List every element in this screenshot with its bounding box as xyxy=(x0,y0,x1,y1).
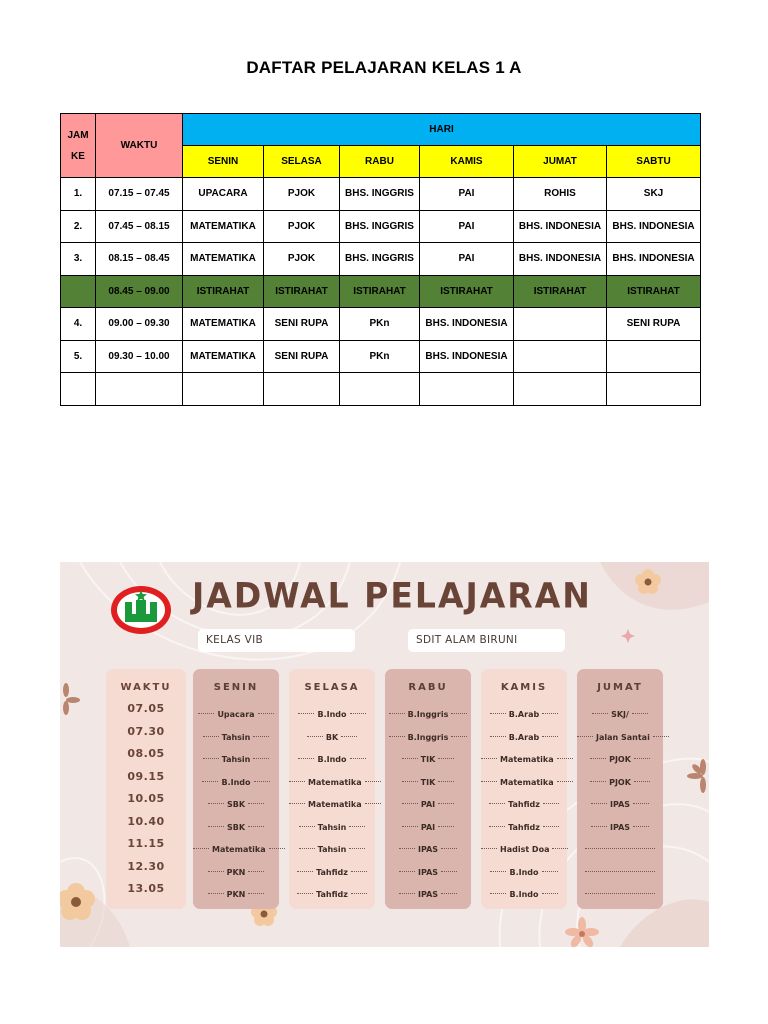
poster-subject xyxy=(577,868,663,877)
dotted-line xyxy=(489,803,505,804)
poster-subject xyxy=(289,868,375,877)
poster-subject-label: Jalan Santai xyxy=(596,732,650,742)
dotted-line xyxy=(481,781,497,782)
table-break-row xyxy=(61,275,701,308)
table-row xyxy=(61,373,701,406)
poster-subject xyxy=(385,823,471,832)
dotted-line xyxy=(481,848,497,849)
dotted-line xyxy=(633,803,649,804)
poster-subject-label: SBK xyxy=(226,822,246,832)
cell-subject: MATEMATIKA xyxy=(183,210,264,243)
cell-waktu: 08.15 – 08.45 xyxy=(96,243,183,276)
poster-day-header: KAMIS xyxy=(500,682,548,693)
table-row xyxy=(61,243,701,276)
dotted-line xyxy=(402,803,418,804)
poster-subject xyxy=(289,755,375,764)
poster-time: 10.05 xyxy=(127,792,165,805)
sparkle-icon xyxy=(621,629,635,643)
dotted-line xyxy=(451,713,467,714)
poster-subject xyxy=(289,890,375,899)
dotted-line xyxy=(389,736,405,737)
poster-day-column xyxy=(481,669,567,909)
cell-jam-ke xyxy=(61,373,96,406)
poster-subject xyxy=(193,710,279,719)
dotted-line xyxy=(591,826,607,827)
poster-subject xyxy=(289,733,375,742)
dotted-line xyxy=(542,893,558,894)
cell-subject: PAI xyxy=(420,178,514,211)
poster-time: 07.05 xyxy=(127,702,165,715)
header-day: SENIN xyxy=(183,146,264,178)
dotted-line xyxy=(198,713,214,714)
poster-subject-label: B.Inggris xyxy=(407,732,449,742)
dotted-line xyxy=(585,871,655,872)
poster-subject xyxy=(577,710,663,719)
poster-day-header: SELASA xyxy=(304,682,360,693)
table-header-row xyxy=(61,114,701,146)
table-row xyxy=(61,340,701,373)
poster-subject xyxy=(289,845,375,854)
dotted-line xyxy=(299,826,315,827)
dotted-line xyxy=(208,893,224,894)
poster-subject xyxy=(577,755,663,764)
dotted-line xyxy=(577,736,593,737)
header-day: KAMIS xyxy=(420,146,514,178)
poster-subject-label: Matematika xyxy=(308,800,362,809)
dotted-line xyxy=(399,893,415,894)
cell-subject: ISTIRAHAT xyxy=(183,275,264,308)
cell-subject: SENI RUPA xyxy=(264,308,340,341)
cell-subject: MATEMATIKA xyxy=(183,308,264,341)
poster-subject xyxy=(385,800,471,809)
dotted-line xyxy=(438,781,454,782)
poster-subject xyxy=(577,823,663,832)
poster-subject-label: IPAS xyxy=(417,890,439,899)
cell-jam-ke: 2. xyxy=(61,210,96,243)
poster-subject-label: Tahfidz xyxy=(508,822,540,832)
school-label: SDIT ALAM BIRUNI xyxy=(408,629,565,652)
cell-jam-ke: 5. xyxy=(61,340,96,373)
poster-subject-label: Matematika xyxy=(500,777,554,787)
header-hari: HARI xyxy=(183,114,701,146)
cell-subject: SKJ xyxy=(607,178,701,211)
header-day: JUMAT xyxy=(514,146,607,178)
dotted-line xyxy=(557,758,573,759)
cell-waktu: 07.45 – 08.15 xyxy=(96,210,183,243)
dotted-line xyxy=(202,781,218,782)
cell-subject xyxy=(514,308,607,341)
flower-icon xyxy=(565,917,599,947)
dotted-line xyxy=(298,713,314,714)
poster-subject-label: PAI xyxy=(420,822,436,832)
poster-subject-label: Tahfidz xyxy=(316,890,348,899)
dotted-line xyxy=(451,736,467,737)
poster-subject xyxy=(481,868,567,877)
cell-subject: PJOK xyxy=(264,178,340,211)
poster-subject xyxy=(385,710,471,719)
cell-subject: PJOK xyxy=(264,210,340,243)
poster-subject-label: SBK xyxy=(226,800,246,809)
cell-subject: BHS. INGGRIS xyxy=(340,178,420,211)
dotted-line xyxy=(365,803,381,804)
poster-subject xyxy=(193,823,279,832)
poster-subject-label: PJOK xyxy=(609,755,631,764)
dotted-line xyxy=(365,781,381,782)
cell-subject xyxy=(420,373,514,406)
poster-time: 09.15 xyxy=(127,769,165,783)
dotted-line xyxy=(542,871,558,872)
dotted-line xyxy=(634,758,650,759)
cell-subject: SENI RUPA xyxy=(264,340,340,373)
dotted-line xyxy=(402,781,418,782)
dotted-line xyxy=(351,893,367,894)
cell-waktu: 08.45 – 09.00 xyxy=(96,275,183,308)
dotted-line xyxy=(299,848,315,849)
poster-subject xyxy=(481,890,567,899)
poster-time: 07.30 xyxy=(127,724,165,738)
cell-subject: BHS. INDONESIA xyxy=(420,308,514,341)
dotted-line xyxy=(438,803,454,804)
dotted-line xyxy=(289,803,305,804)
dotted-line xyxy=(489,826,505,827)
cell-subject xyxy=(264,373,340,406)
dotted-line xyxy=(248,803,264,804)
dotted-line xyxy=(552,848,568,849)
poster-time-column xyxy=(106,669,186,909)
dotted-line xyxy=(248,871,264,872)
poster-day-header: RABU xyxy=(408,682,448,693)
poster-subject-label: Upacara xyxy=(217,710,255,719)
poster-subject-label: PJOK xyxy=(609,777,631,787)
dotted-line xyxy=(543,803,559,804)
dotted-line xyxy=(399,871,415,872)
dotted-line xyxy=(350,713,366,714)
poster-subject xyxy=(385,755,471,764)
cell-jam-ke: 1. xyxy=(61,178,96,211)
poster-subject-label: Tahsin xyxy=(317,822,347,832)
cell-waktu xyxy=(96,373,183,406)
dotted-line xyxy=(542,713,558,714)
poster-subject-label: TIK xyxy=(420,755,436,764)
poster-subject xyxy=(193,845,279,854)
header-ke-label: KE xyxy=(71,150,85,162)
header-day: RABU xyxy=(340,146,420,178)
poster-time: 12.30 xyxy=(127,859,165,873)
poster-subject-label: B.Arab xyxy=(508,732,540,742)
poster-subject-label: B.Indo xyxy=(509,890,539,899)
dotted-line xyxy=(585,893,655,894)
poster-subject xyxy=(577,733,663,742)
dotted-line xyxy=(341,736,357,737)
poster-subject xyxy=(577,890,663,899)
cell-subject: UPACARA xyxy=(183,178,264,211)
cell-subject: PJOK xyxy=(264,243,340,276)
dotted-line xyxy=(351,871,367,872)
cell-subject: ISTIRAHAT xyxy=(420,275,514,308)
poster-subject-label: Matematika xyxy=(308,777,362,787)
poster-subject-label: Tahsin xyxy=(221,732,251,742)
poster-time: 13.05 xyxy=(127,882,165,895)
poster-subject-label: TIK xyxy=(420,777,436,787)
dotted-line xyxy=(258,713,274,714)
cell-subject xyxy=(514,340,607,373)
school-logo-icon xyxy=(110,584,172,636)
poster-subject-label: PKN xyxy=(226,867,246,877)
dotted-line xyxy=(399,848,415,849)
poster-subject xyxy=(193,755,279,764)
poster-subject-label: B.Indo xyxy=(317,710,347,719)
cell-subject: PKn xyxy=(340,308,420,341)
table-row xyxy=(61,178,701,211)
dotted-line xyxy=(297,893,313,894)
poster-time: 10.40 xyxy=(127,814,165,828)
cell-jam-ke xyxy=(61,275,96,308)
cell-jam-ke: 3. xyxy=(61,243,96,276)
dotted-line xyxy=(203,736,219,737)
cell-subject: PAI xyxy=(420,210,514,243)
dotted-line xyxy=(592,713,608,714)
poster-subject xyxy=(193,800,279,809)
dotted-line xyxy=(441,893,457,894)
poster-subject xyxy=(385,733,471,742)
poster-subject-label: BK xyxy=(325,732,339,742)
poster-subject-label: IPAS xyxy=(609,800,631,809)
poster-subject xyxy=(577,778,663,787)
header-jam-ke xyxy=(61,114,96,178)
dotted-line xyxy=(349,848,365,849)
dotted-line xyxy=(269,848,285,849)
cell-subject: PKn xyxy=(340,340,420,373)
dotted-line xyxy=(438,826,454,827)
dotted-line xyxy=(634,781,650,782)
poster-day-header: JUMAT xyxy=(597,682,643,693)
dotted-line xyxy=(481,758,497,759)
poster-subject xyxy=(481,710,567,719)
cell-subject: MATEMATIKA xyxy=(183,340,264,373)
dotted-line xyxy=(441,848,457,849)
poster-day-column xyxy=(385,669,471,909)
dotted-line xyxy=(307,736,323,737)
cell-subject: BHS. INDONESIA xyxy=(607,210,701,243)
dotted-line xyxy=(542,736,558,737)
poster-subject xyxy=(289,710,375,719)
poster-day-header: SENIN xyxy=(213,682,259,693)
cell-subject: BHS. INGGRIS xyxy=(340,243,420,276)
dotted-line xyxy=(441,871,457,872)
poster-day-column xyxy=(193,669,279,909)
dotted-line xyxy=(289,781,305,782)
dotted-line xyxy=(438,758,454,759)
dotted-line xyxy=(208,803,224,804)
poster-subject xyxy=(481,755,567,764)
dotted-line xyxy=(557,781,573,782)
cell-subject xyxy=(607,340,701,373)
poster-time-header: WAKTU xyxy=(120,682,172,693)
poster-subject-label: B.Indo xyxy=(317,755,347,764)
cell-subject: PAI xyxy=(420,243,514,276)
cell-subject: ISTIRAHAT xyxy=(264,275,340,308)
dotted-line xyxy=(633,826,649,827)
poster-subject xyxy=(193,778,279,787)
cell-subject: BHS. INDONESIA xyxy=(607,243,701,276)
cell-subject: BHS. INDONESIA xyxy=(514,210,607,243)
poster-subject-label: SKJ/ xyxy=(611,710,629,719)
dotted-line xyxy=(402,758,418,759)
poster-subject xyxy=(193,890,279,899)
dotted-line xyxy=(253,736,269,737)
dotted-line xyxy=(590,781,606,782)
dotted-line xyxy=(653,736,669,737)
cell-subject: SENI RUPA xyxy=(607,308,701,341)
dotted-line xyxy=(349,826,365,827)
header-day: SELASA xyxy=(264,146,340,178)
cell-subject: MATEMATIKA xyxy=(183,243,264,276)
dotted-line xyxy=(490,871,506,872)
table-row xyxy=(61,210,701,243)
dotted-line xyxy=(490,736,506,737)
poster-subject xyxy=(481,733,567,742)
poster-subject-label: Tahfidz xyxy=(316,867,348,877)
dotted-line xyxy=(490,893,506,894)
poster-subject xyxy=(193,733,279,742)
table-row xyxy=(61,308,701,341)
poster-subject-label: IPAS xyxy=(417,867,439,877)
cell-waktu: 09.30 – 10.00 xyxy=(96,340,183,373)
poster-day-column xyxy=(289,669,375,909)
poster-subject-label: PKN xyxy=(226,890,246,899)
header-jam-label: JAM xyxy=(67,129,89,141)
cell-subject xyxy=(340,373,420,406)
dotted-line xyxy=(248,826,264,827)
dotted-line xyxy=(248,893,264,894)
cell-waktu: 09.00 – 09.30 xyxy=(96,308,183,341)
poster-subject xyxy=(289,823,375,832)
cell-subject: ISTIRAHAT xyxy=(514,275,607,308)
poster-time: 11.15 xyxy=(127,837,165,850)
poster-subject-label: B.Inggris xyxy=(407,710,449,719)
dotted-line xyxy=(591,803,607,804)
dotted-line xyxy=(585,848,655,849)
dotted-line xyxy=(208,826,224,827)
dotted-line xyxy=(254,781,270,782)
poster-subject xyxy=(577,800,663,809)
cell-jam-ke: 4. xyxy=(61,308,96,341)
dotted-line xyxy=(203,758,219,759)
dotted-line xyxy=(402,826,418,827)
cell-subject: ISTIRAHAT xyxy=(607,275,701,308)
flower-icon xyxy=(60,883,95,920)
poster-subject-label: Tahsin xyxy=(317,845,347,854)
poster-subject xyxy=(385,890,471,899)
schedule-table xyxy=(60,113,701,406)
cell-subject: BHS. INDONESIA xyxy=(420,340,514,373)
poster-subject-label: Tahsin xyxy=(221,755,251,764)
poster-time: 08.05 xyxy=(127,747,165,760)
header-day: SABTU xyxy=(607,146,701,178)
schedule-poster xyxy=(60,562,709,947)
header-waktu: WAKTU xyxy=(96,114,183,178)
dotted-line xyxy=(297,871,313,872)
poster-subject xyxy=(385,778,471,787)
poster-subject-label: Tahfidz xyxy=(508,800,540,809)
poster-subject xyxy=(577,845,663,854)
cell-subject: ISTIRAHAT xyxy=(340,275,420,308)
poster-subject-label: Matematika xyxy=(500,755,554,764)
poster-day-column xyxy=(577,669,663,909)
cell-subject xyxy=(607,373,701,406)
poster-subject-label: B.Arab xyxy=(508,710,540,719)
dotted-line xyxy=(389,713,405,714)
cell-subject xyxy=(183,373,264,406)
dotted-line xyxy=(632,713,648,714)
poster-subject xyxy=(385,868,471,877)
poster-title: JADWAL PELAJARAN xyxy=(192,575,592,616)
poster-subject xyxy=(289,778,375,787)
cell-subject xyxy=(514,373,607,406)
poster-subject xyxy=(481,845,567,854)
poster-subject-label: B.Indo xyxy=(221,777,251,787)
dotted-line xyxy=(590,758,606,759)
dotted-line xyxy=(350,758,366,759)
poster-subject xyxy=(481,778,567,787)
poster-subject-label: PAI xyxy=(420,800,436,809)
poster-subject-label: IPAS xyxy=(417,845,439,854)
poster-subject xyxy=(481,800,567,809)
poster-subject-label: Matematika xyxy=(212,845,266,854)
cell-subject: BHS. INDONESIA xyxy=(514,243,607,276)
cell-subject: BHS. INGGRIS xyxy=(340,210,420,243)
poster-subject xyxy=(481,823,567,832)
poster-subject xyxy=(289,800,375,809)
poster-subject xyxy=(385,845,471,854)
poster-subject-label: Hadist Doa xyxy=(500,845,550,854)
dotted-line xyxy=(298,758,314,759)
cell-waktu: 07.15 – 07.45 xyxy=(96,178,183,211)
poster-subject xyxy=(193,868,279,877)
dotted-line xyxy=(193,848,209,849)
document-title: DAFTAR PELAJARAN KELAS 1 A xyxy=(246,58,522,77)
leaf-flower-icon xyxy=(63,683,80,715)
cell-subject: ROHIS xyxy=(514,178,607,211)
dotted-line xyxy=(543,826,559,827)
dotted-line xyxy=(253,758,269,759)
dotted-line xyxy=(208,871,224,872)
dotted-line xyxy=(490,713,506,714)
poster-subject-label: IPAS xyxy=(609,822,631,832)
class-label: KELAS VIB xyxy=(198,629,355,652)
leaf-flower-icon xyxy=(687,759,706,793)
poster-subject-label: B.Indo xyxy=(509,867,539,877)
